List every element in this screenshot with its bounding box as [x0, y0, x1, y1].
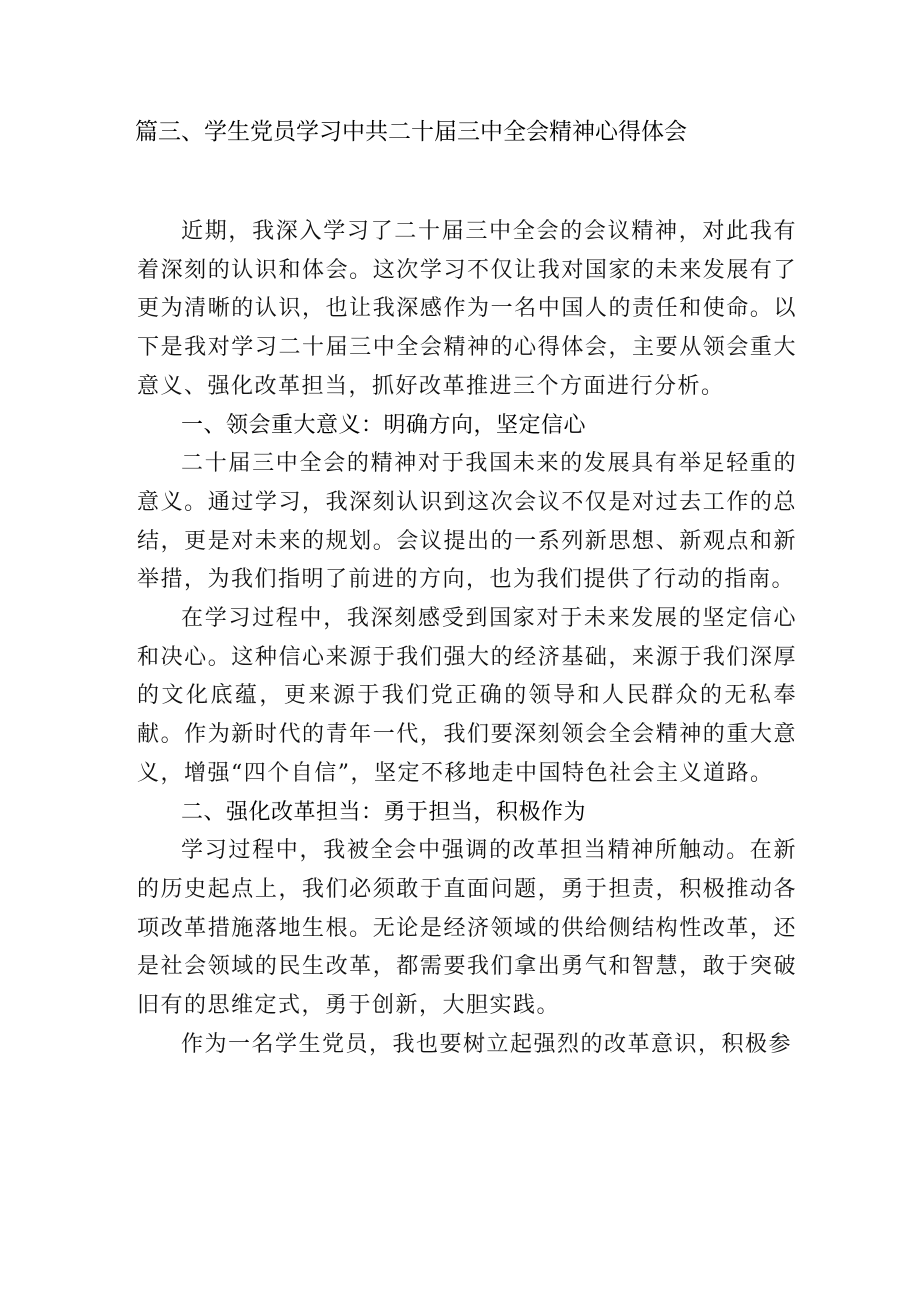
document-title: 篇三、学生党员学习中共二十届三中全会精神心得体会	[135, 119, 687, 145]
section-heading-1: 一、领会重大意义：明确方向，坚定信心	[181, 412, 587, 438]
paragraph-section2-b: 作为一名学生党员，我也要树立起强烈的改革意识，积极参	[181, 1031, 793, 1057]
paragraph-section1-a: 二十届三中全会的精神对于我国未来的发展具有举足轻重的意义。通过学习，我深刻认识到这次会议不仅是对过去工作的总结，更是对未来的规划。会议提出的一系列新思想、新观点和新举措，为我们指明了前进的方向，也为我们提供了行动的指南。	[137, 451, 797, 593]
document-body	[137, 213, 797, 1064]
paragraph-intro: 近期，我深入学习了二十届三中全会的会议精神，对此我有着深刻的认识和体会。这次学习不仅让我对国家的未来发展有了更为清晰的认识，也让我深感作为一名中国人的责任和使命。以下是我对学习二十届三中全会精神的心得体会，主要从领会重大意义、强化改革担当，抓好改革推进三个方面进行分析。	[137, 219, 797, 399]
paragraph-section1-b: 在学习过程中，我深刻感受到国家对于未来发展的坚定信心和决心。这种信心来源于我们强大的经济基础，来源于我们深厚的文化底蕴，更来源于我们党正确的领导和人民群众的无私奉献。作为新时代的青年一代，我们要深刻领会全会精神的重大意义，增强“四个自信”，坚定不移地走中国特色社会主义道路。	[137, 606, 797, 786]
paragraph-section2-a: 学习过程中，我被全会中强调的改革担当精神所触动。在新的历史起点上，我们必须敢于直面问题，勇于担责，积极推动各项改革措施落地生根。无论是经济领域的供给侧结构性改革，还是社会领域的民生改革，都需要我们拿出勇气和智慧，敢于突破旧有的思维定式，勇于创新，大胆实践。	[137, 838, 797, 1019]
section-heading-2: 二、强化改革担当：勇于担当，积极作为	[181, 799, 587, 825]
